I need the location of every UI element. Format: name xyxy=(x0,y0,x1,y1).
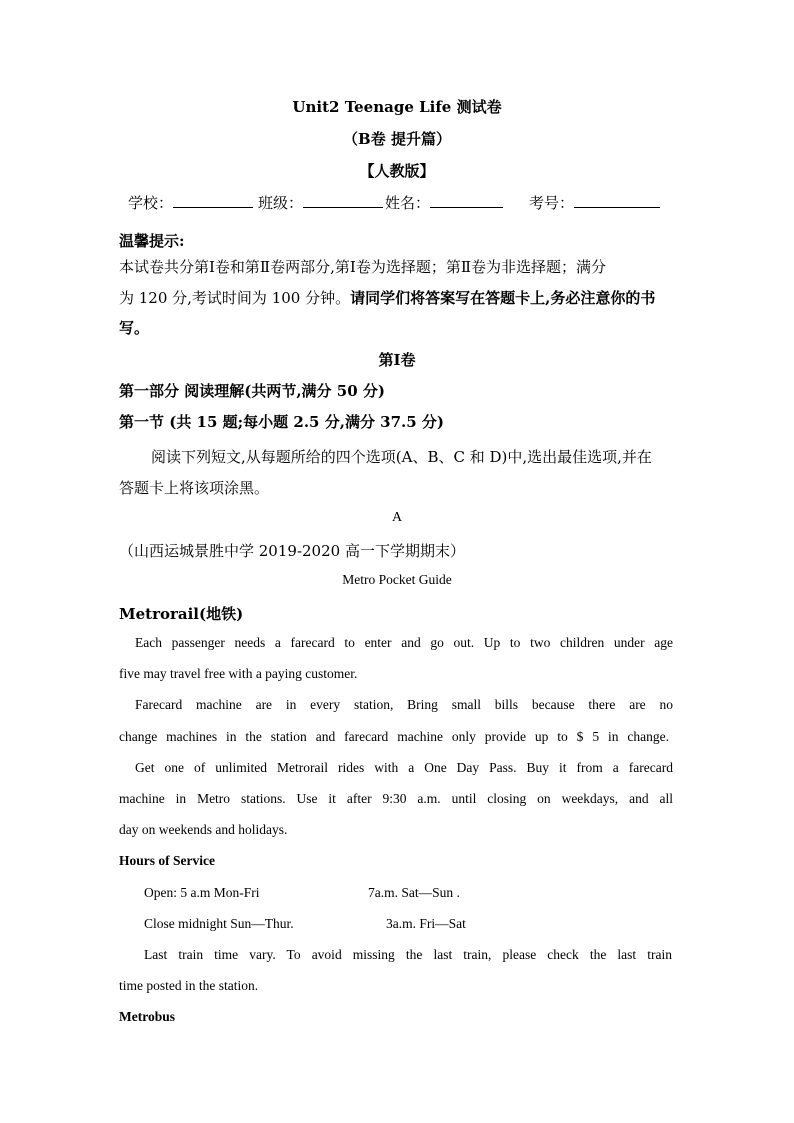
instruction-line-2: 答题卡上将该项涂黑。 xyxy=(119,479,270,497)
class-blank xyxy=(303,193,383,208)
passage-title: Metro Pocket Guide xyxy=(342,572,452,587)
name-blank xyxy=(430,193,503,208)
page-subtitle: （B卷 提升篇） xyxy=(343,130,451,148)
close-weekend: 3a.m. Fri—Sat xyxy=(386,916,466,931)
passage-source: （山西运城景胜中学 2019-2020 高一下学期期末） xyxy=(119,542,465,560)
metrorail-heading: Metrorail(地铁) xyxy=(119,605,244,623)
school-field xyxy=(128,192,253,213)
class-label: 班级： xyxy=(258,194,304,212)
paragraph-4-line-1: Last train time vary. To avoid missing the last train, please check the last train xyxy=(144,947,672,962)
notice-line-2-bold: 请同学们将答案写在答题卡上,务必注意你的书 xyxy=(350,289,656,307)
notice-line-3: 写。 xyxy=(119,319,150,337)
notice-line-2-normal: 为 120 分,考试时间为 100 分钟。 xyxy=(119,289,351,307)
part-heading: 第一部分 阅读理解(共两节,满分 50 分) xyxy=(119,382,385,400)
paragraph-4-line-2: time posted in the station. xyxy=(119,978,259,993)
page-title: Unit2 Teenage Life 测试卷 xyxy=(292,98,502,116)
number-label: 考号： xyxy=(529,194,575,212)
instruction-line-1: 阅读下列短文,从每题所给的四个选项(A、B、C 和 D)中,选出最佳选项,并在 xyxy=(151,448,652,466)
paragraph-3-line-1: Get one of unlimited Metrorail rides with a One Day Pass. Buy it from a farecard xyxy=(135,760,673,775)
school-blank xyxy=(173,193,253,208)
edition-label: 【人教版】 xyxy=(359,162,435,180)
open-weekday: Open: 5 a.m Mon-Fri xyxy=(144,885,260,900)
notice-line-1: 本试卷共分第Ⅰ卷和第Ⅱ卷两部分,第Ⅰ卷为选择题；第Ⅱ卷为非选择题；满分 xyxy=(119,258,607,276)
notice-heading: 温馨提示: xyxy=(119,232,185,250)
notice-line-2 xyxy=(119,287,675,308)
metrobus-heading: Metrobus xyxy=(119,1009,175,1024)
passage-label: A xyxy=(391,510,403,525)
paragraph-1-line-1: Each passenger needs a farecard to enter and go out. Up to two children under age xyxy=(135,635,673,650)
class-field xyxy=(258,192,383,213)
close-weekday: Close midnight Sun—Thur. xyxy=(144,916,294,931)
paragraph-2-line-1: Farecard machine are in every station, Bring small bills because there are no xyxy=(135,697,673,712)
number-field xyxy=(529,192,660,213)
school-label: 学校： xyxy=(128,194,174,212)
number-blank xyxy=(574,193,660,208)
name-label: 姓名： xyxy=(385,194,431,212)
name-field xyxy=(385,192,503,213)
subpart-heading: 第一节 (共 15 题;每小题 2.5 分,满分 37.5 分) xyxy=(119,413,445,431)
paragraph-1-line-2: five may travel free with a paying customer. xyxy=(119,666,358,681)
hours-heading: Hours of Service xyxy=(119,853,215,868)
volume-heading: 第Ⅰ卷 xyxy=(378,351,416,369)
paragraph-3-line-3: day on weekends and holidays. xyxy=(119,822,288,837)
paragraph-2-line-2: change machines in the station and farecard machine only provide up to $ 5 in change. xyxy=(119,729,669,744)
paragraph-3-line-2: machine in Metro stations. Use it after 9:30 a.m. until closing on weekdays, and all xyxy=(119,791,673,806)
open-weekend: 7a.m. Sat—Sun . xyxy=(368,885,460,900)
